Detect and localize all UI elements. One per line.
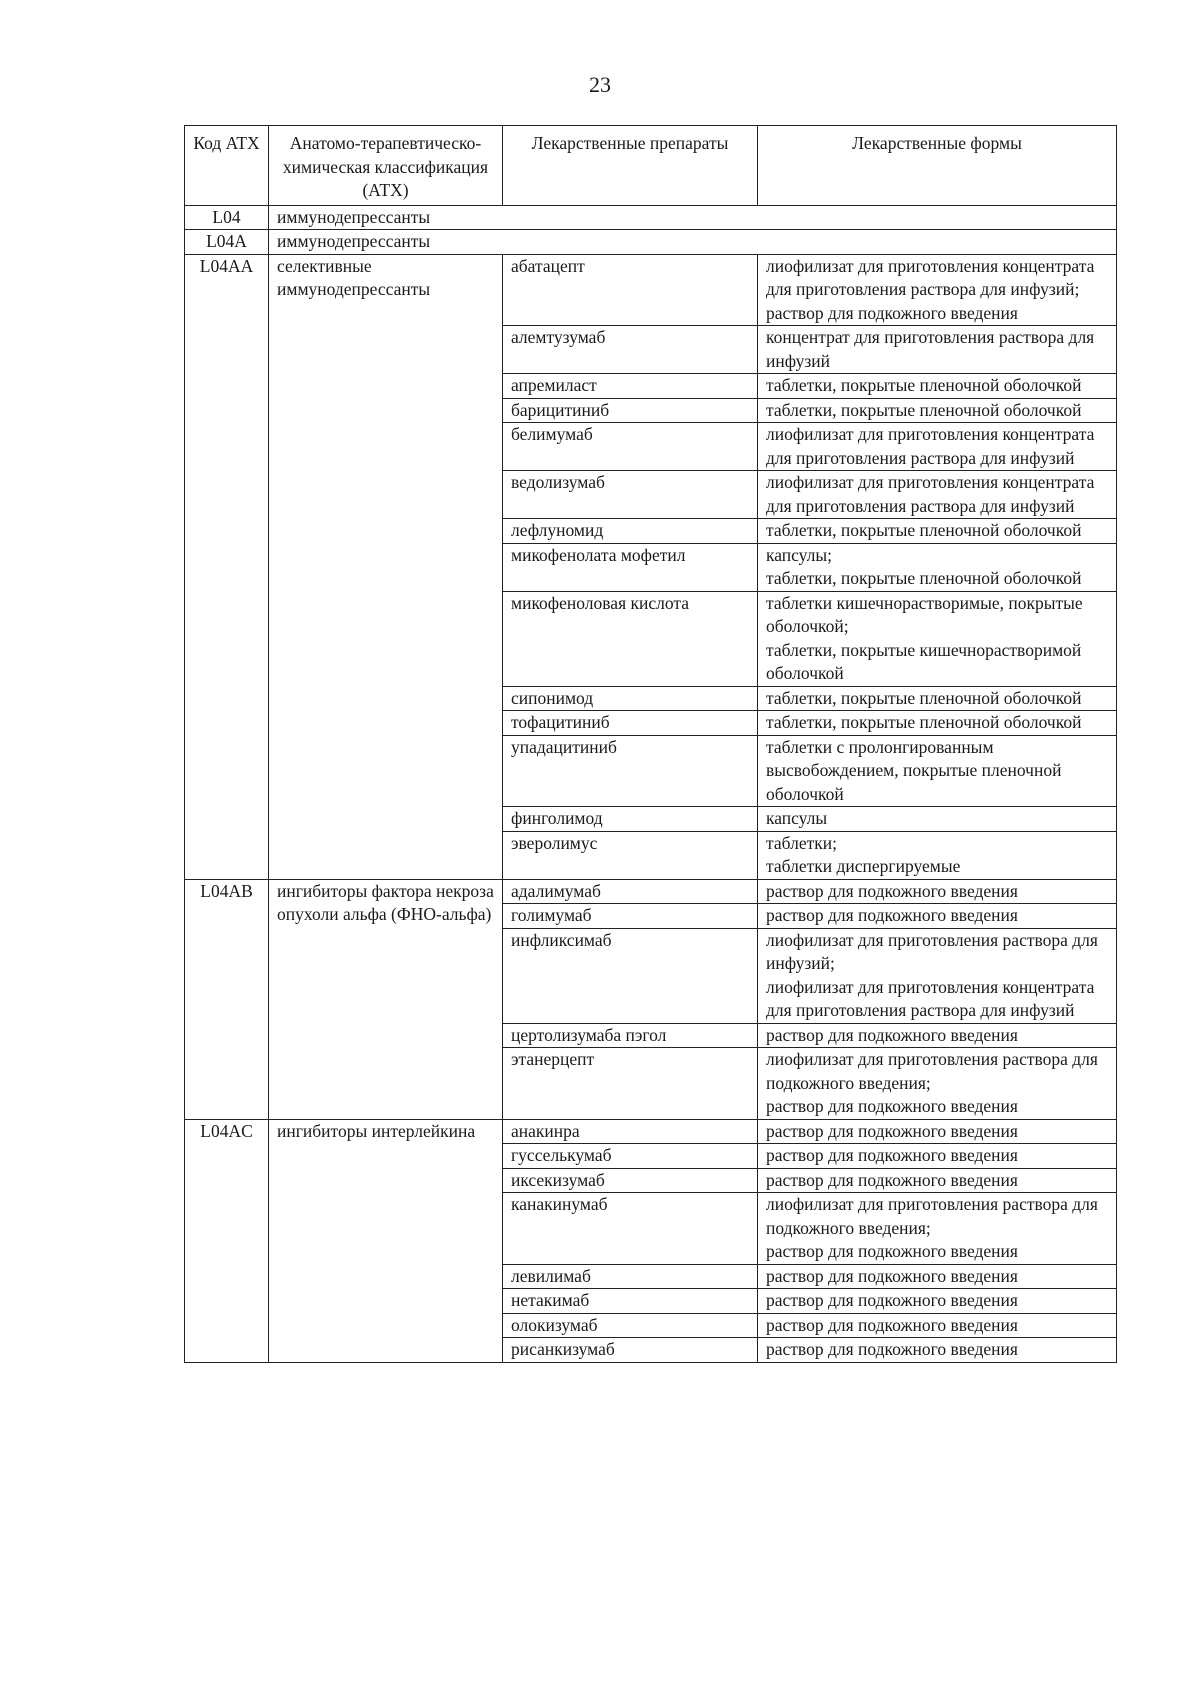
atx-code: L04AC [185, 1119, 269, 1362]
drug-name: сипонимод [503, 686, 758, 711]
dosage-form: таблетки, покрытые пленочной оболочкой [758, 398, 1117, 423]
atx-group-name: ингибиторы интерлейкина [269, 1119, 503, 1362]
dosage-form: таблетки, покрытые пленочной оболочкой [758, 519, 1117, 544]
dosage-form: раствор для подкожного введения [758, 879, 1117, 904]
drug-name: белимумаб [503, 423, 758, 471]
dosage-form: таблетки кишечнорастворимые, покрытые оболочкой; таблетки, покрытые кишечнорастворимой оболочкой [758, 591, 1117, 686]
header-classification: Анатомо-терапевтическо-химическая классификация (АТХ) [269, 126, 503, 206]
drug-name: этанерцепт [503, 1048, 758, 1120]
header-forms: Лекарственные формы [758, 126, 1117, 206]
table-row [185, 254, 1117, 326]
drug-name: микофенолата мофетил [503, 543, 758, 591]
dosage-form: таблетки, покрытые пленочной оболочкой [758, 686, 1117, 711]
dosage-form: раствор для подкожного введения [758, 1023, 1117, 1048]
dosage-form: раствор для подкожного введения [758, 1313, 1117, 1338]
drug-name: олокизумаб [503, 1313, 758, 1338]
dosage-form: раствор для подкожного введения [758, 1338, 1117, 1363]
drug-name: нетакимаб [503, 1289, 758, 1314]
dosage-form: концентрат для приготовления раствора для инфузий [758, 326, 1117, 374]
drug-name: инфликсимаб [503, 928, 758, 1023]
atx-code: L04 [185, 205, 269, 230]
drug-name: алемтузумаб [503, 326, 758, 374]
drug-name: гусселькумаб [503, 1144, 758, 1169]
drug-name: рисанкизумаб [503, 1338, 758, 1363]
drug-name: анакинра [503, 1119, 758, 1144]
atx-group-name: ингибиторы фактора некроза опухоли альфа (ФНО-альфа) [269, 879, 503, 1119]
header-code: Код ATX [185, 126, 269, 206]
atx-code: L04AA [185, 254, 269, 879]
drug-name: тофацитиниб [503, 711, 758, 736]
drug-name: эверолимус [503, 831, 758, 879]
drug-name: финголимод [503, 807, 758, 832]
header-drugs: Лекарственные препараты [503, 126, 758, 206]
dosage-form: капсулы; таблетки, покрытые пленочной оболочкой [758, 543, 1117, 591]
atx-group-name: селективные иммунодепрессанты [269, 254, 503, 879]
dosage-form: лиофилизат для приготовления раствора для подкожного введения; раствор для подкожного введения [758, 1193, 1117, 1265]
drug-name: лефлуномид [503, 519, 758, 544]
page-number: 23 [589, 72, 611, 97]
header-row [185, 126, 1117, 206]
drug-name: микофеноловая кислота [503, 591, 758, 686]
atx-table [184, 125, 1117, 1363]
atx-group-name: иммунодепрессанты [269, 205, 1117, 230]
dosage-form: таблетки, покрытые пленочной оболочкой [758, 711, 1117, 736]
drug-name: барицитиниб [503, 398, 758, 423]
dosage-form: лиофилизат для приготовления концентрата для приготовления раствора для инфузий [758, 471, 1117, 519]
drug-name: апремиласт [503, 374, 758, 399]
dosage-form: таблетки, покрытые пленочной оболочкой [758, 374, 1117, 399]
dosage-form: капсулы [758, 807, 1117, 832]
dosage-form: таблетки с пролонгированным высвобождением, покрытые пленочной оболочкой [758, 735, 1117, 807]
dosage-form: раствор для подкожного введения [758, 1119, 1117, 1144]
drug-name: адалимумаб [503, 879, 758, 904]
dosage-form: лиофилизат для приготовления концентрата для приготовления раствора для инфузий; раствор для подкожного введения [758, 254, 1117, 326]
dosage-form: раствор для подкожного введения [758, 1144, 1117, 1169]
table-row [185, 879, 1117, 904]
dosage-form: раствор для подкожного введения [758, 904, 1117, 929]
atx-code: L04AB [185, 879, 269, 1119]
drug-name: упадацитиниб [503, 735, 758, 807]
dosage-form: раствор для подкожного введения [758, 1289, 1117, 1314]
dosage-form: раствор для подкожного введения [758, 1168, 1117, 1193]
drug-name: голимумаб [503, 904, 758, 929]
dosage-form: лиофилизат для приготовления раствора для инфузий; лиофилизат для приготовления концентрата для приготовления раствора для инфузий [758, 928, 1117, 1023]
dosage-form: лиофилизат для приготовления концентрата для приготовления раствора для инфузий [758, 423, 1117, 471]
drug-name: канакинумаб [503, 1193, 758, 1265]
group-row [185, 205, 1117, 230]
drug-name: абатацепт [503, 254, 758, 326]
atx-group-name: иммунодепрессанты [269, 230, 1117, 255]
dosage-form: раствор для подкожного введения [758, 1264, 1117, 1289]
group-row [185, 230, 1117, 255]
dosage-form: таблетки; таблетки диспергируемые [758, 831, 1117, 879]
dosage-form: лиофилизат для приготовления раствора для подкожного введения; раствор для подкожного введения [758, 1048, 1117, 1120]
drug-name: ведолизумаб [503, 471, 758, 519]
table-row [185, 1119, 1117, 1144]
drug-name: иксекизумаб [503, 1168, 758, 1193]
drug-name: левилимаб [503, 1264, 758, 1289]
atx-code: L04A [185, 230, 269, 255]
drug-name: цертолизумаба пэгол [503, 1023, 758, 1048]
